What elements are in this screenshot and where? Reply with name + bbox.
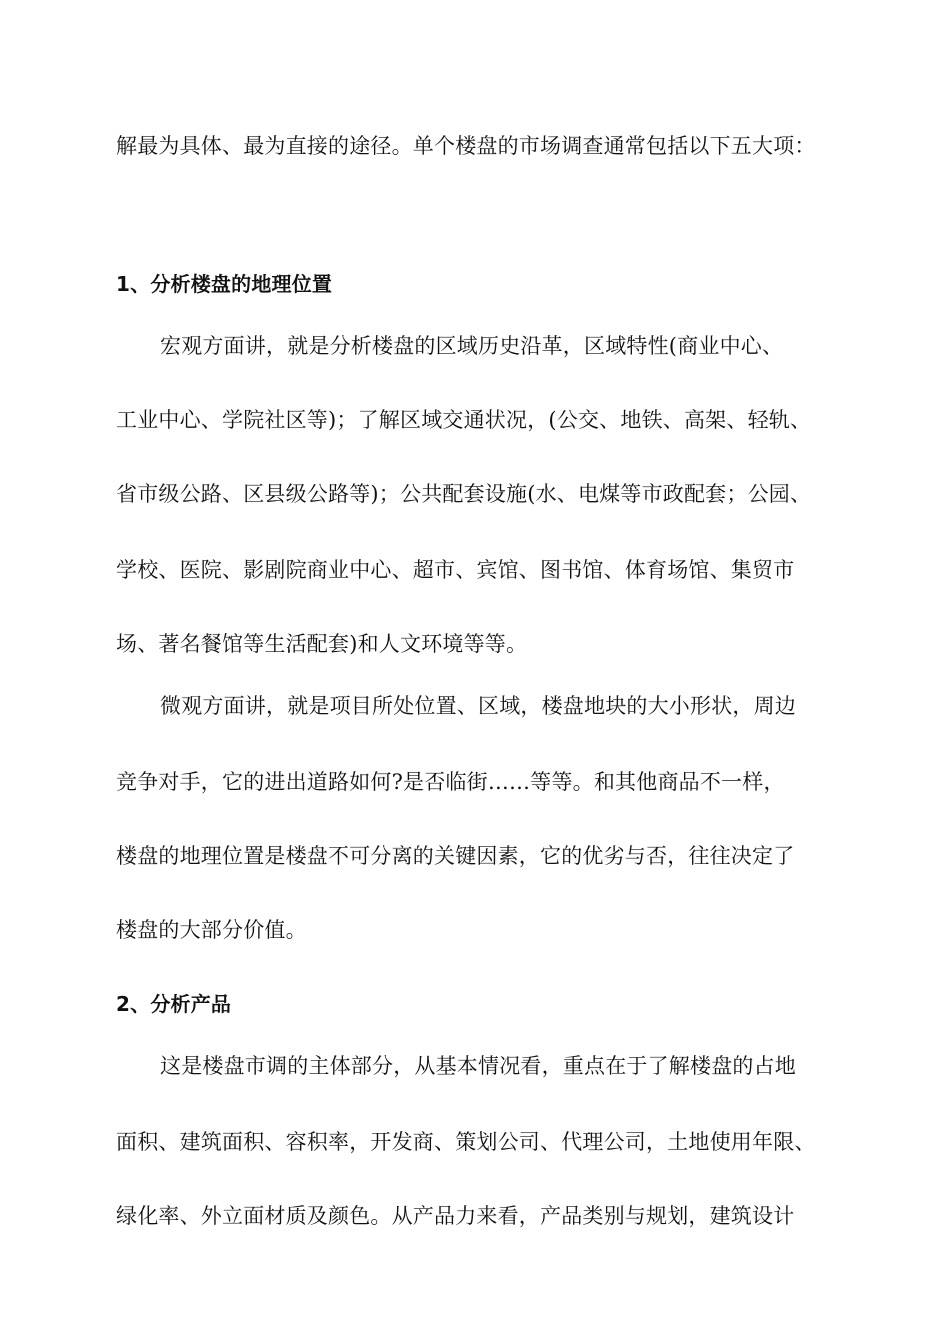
section-1-para-2-line-2: 竞争对手，它的进出道路如何?是否临街……等等。和其他商品不一样，	[116, 770, 785, 794]
section-1-para-2-line-1: 微观方面讲，就是项目所处位置、区域，楼盘地块的大小形状，周边	[160, 694, 796, 718]
section-1-para-1-line-1: 宏观方面讲，就是分析楼盘的区域历史沿革，区域特性(商业中心、	[160, 334, 784, 358]
section-1-para-1-line-2: 工业中心、学院社区等)；了解区域交通状况，(公交、地铁、高架、轻轨、	[116, 408, 812, 432]
intro-line: 解最为具体、最为直接的途径。单个楼盘的市场调查通常包括以下五大项：	[116, 134, 816, 158]
section-2-heading: 2、分析产品	[116, 992, 232, 1016]
section-1-heading: 1、分析楼盘的地理位置	[116, 272, 333, 296]
section-2-para-1-line-1: 这是楼盘市调的主体部分，从基本情况看，重点在于了解楼盘的占地	[160, 1054, 796, 1078]
section-1-para-2-line-4: 楼盘的大部分价值。	[116, 918, 307, 942]
section-1-para-2-line-3: 楼盘的地理位置是楼盘不可分离的关键因素，它的优劣与否，往往决定了	[116, 844, 795, 868]
section-2-para-1-line-3: 绿化率、外立面材质及颜色。从产品力来看，产品类别与规划，建筑设计	[116, 1204, 795, 1228]
section-1-para-1-line-5: 场、著名餐馆等生活配套)和人文环境等等。	[116, 632, 528, 656]
section-2-para-1-line-2: 面积、建筑面积、容积率，开发商、策划公司、代理公司，土地使用年限、	[116, 1130, 816, 1154]
section-1-para-1-line-3: 省市级公路、区县级公路等)；公共配套设施(水、电煤等市政配套；公园、	[116, 482, 812, 506]
section-1-para-1-line-4: 学校、医院、影剧院商业中心、超市、宾馆、图书馆、体育场馆、集贸市	[116, 558, 795, 582]
